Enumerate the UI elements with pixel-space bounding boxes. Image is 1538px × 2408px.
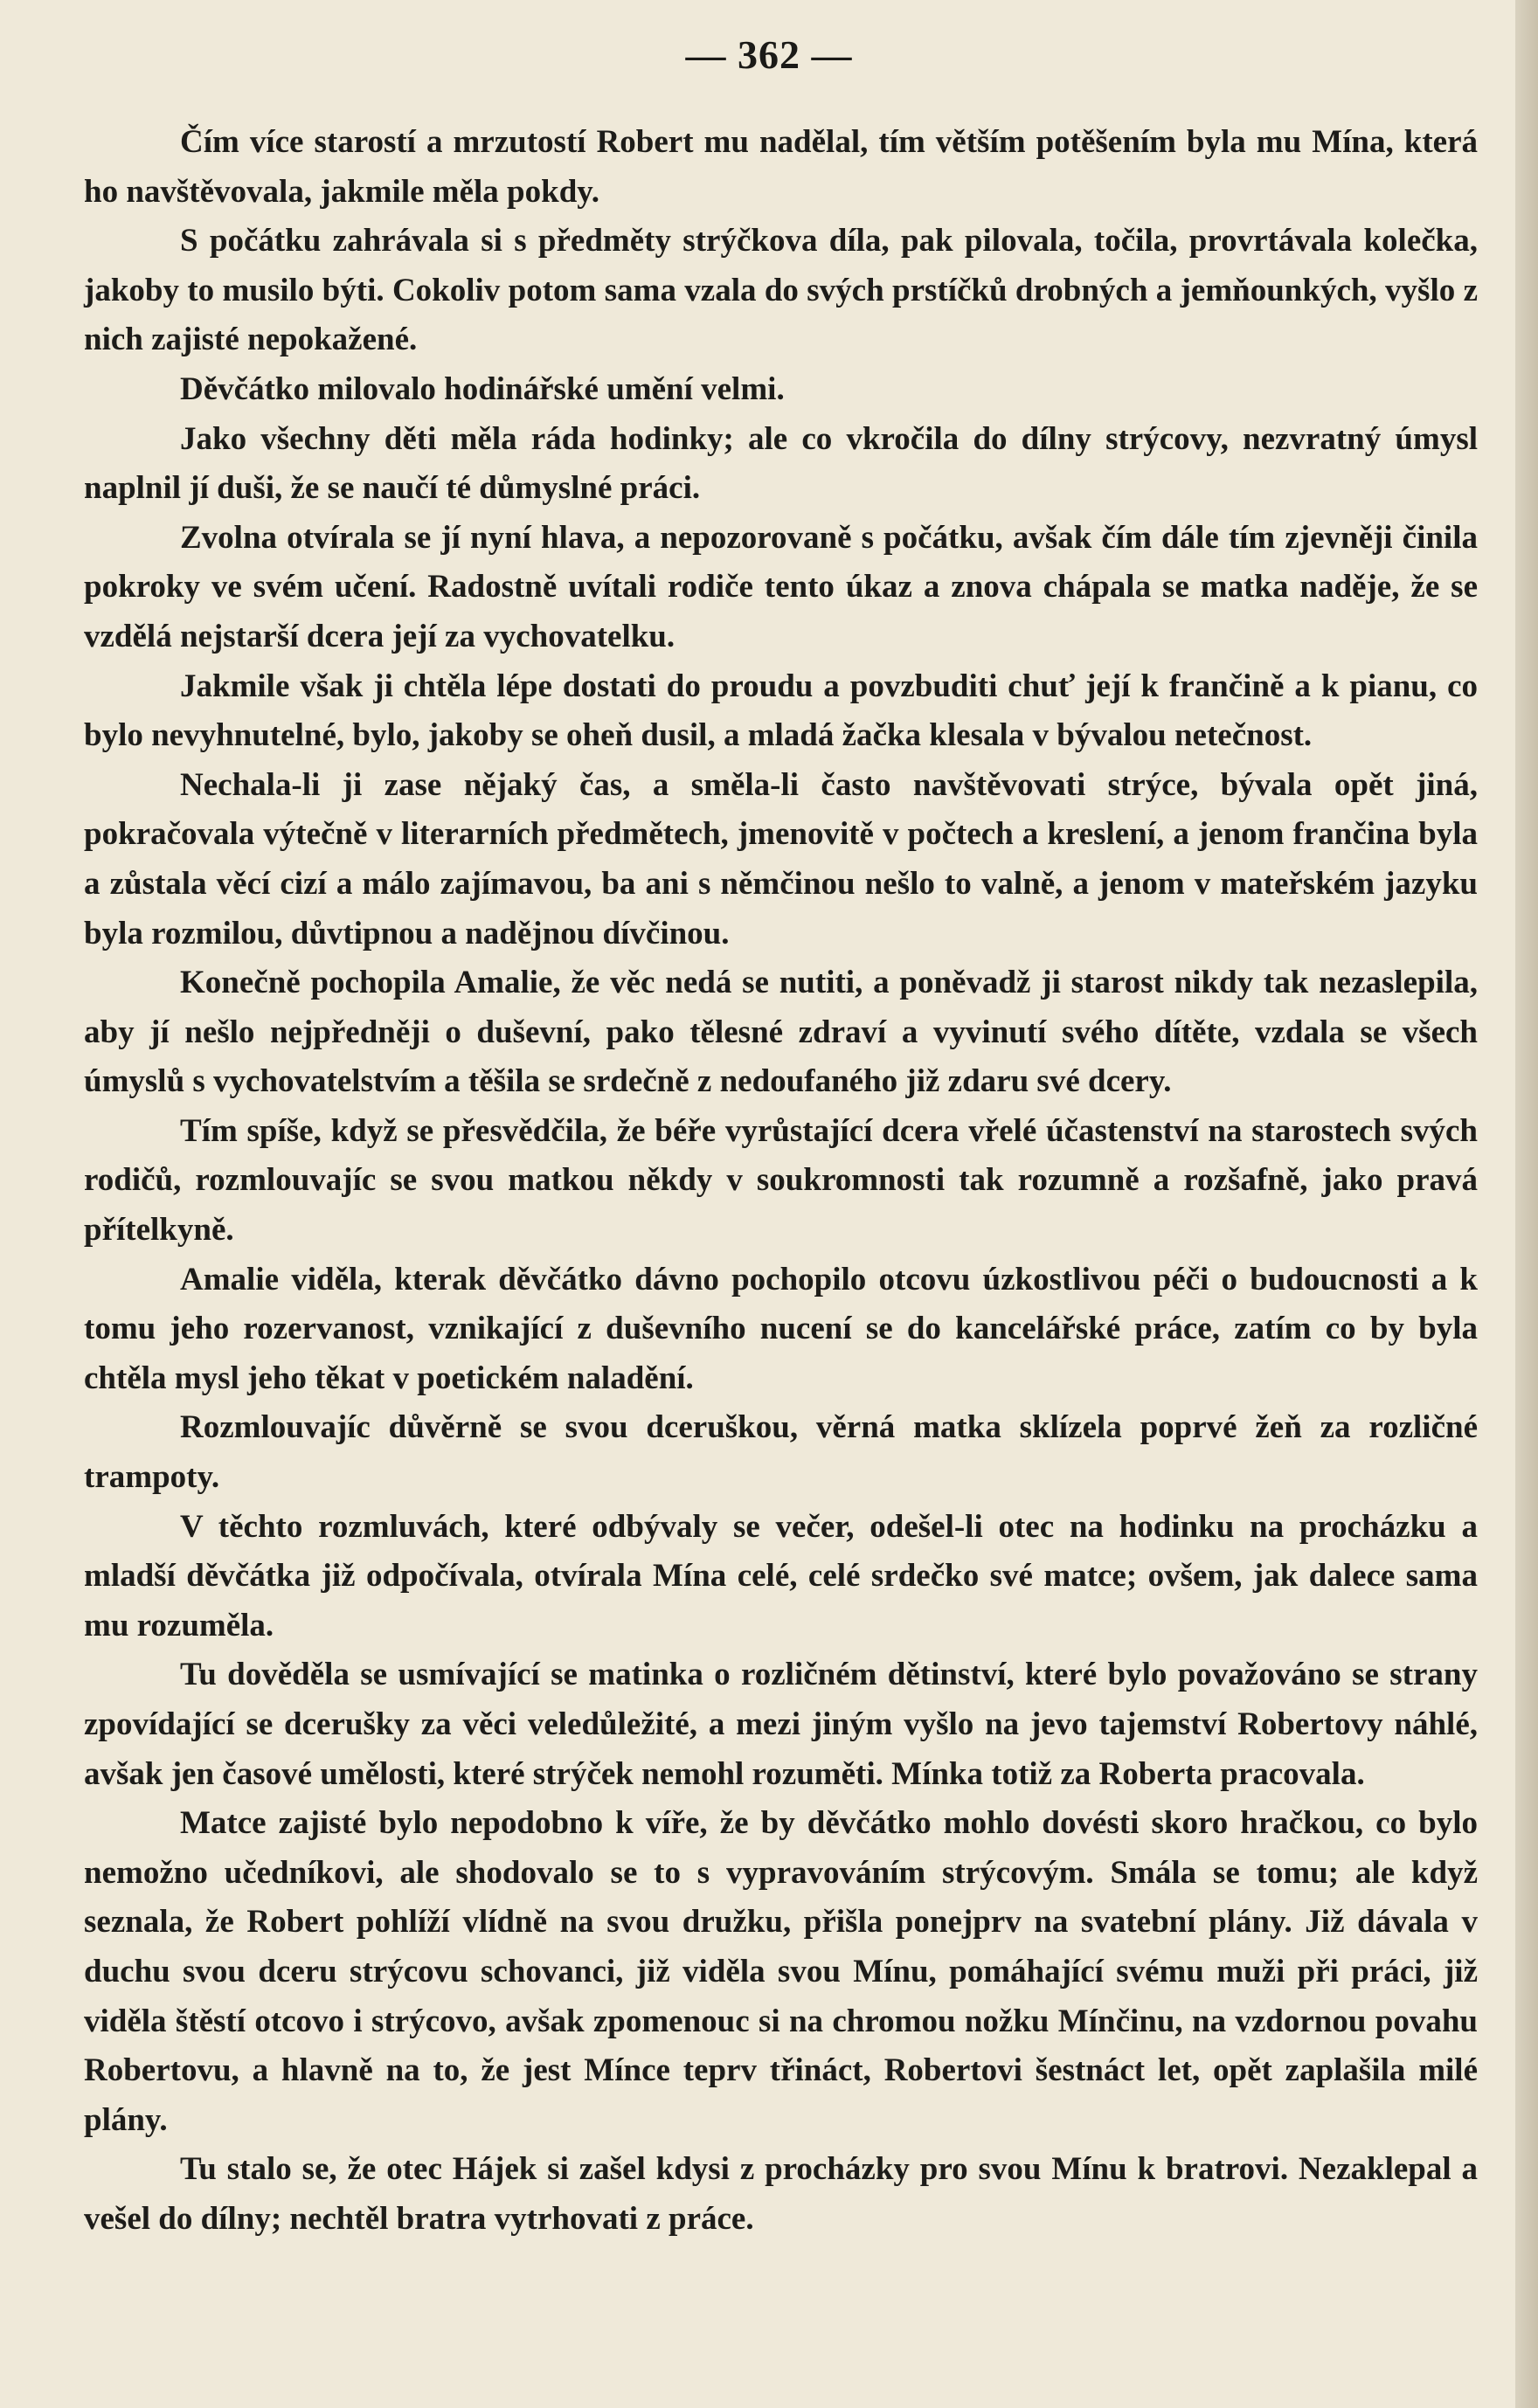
paragraph: Tu dověděla se usmívající se matinka o rozličném dětinství, které bylo považováno se strany zpovídající se dcerušky za věci veledůležité, a mezi jiným vyšlo na jevo tajemství Robertovy náhlé, avšak jen časové umělosti, které strýček nemohl rozuměti. Mínka totiž za Roberta pracovala. — [84, 1657, 1478, 1792]
paragraph: Jako všechny děti měla ráda hodinky; ale co vkročila do dílny strýcovy, nezvratný úmysl naplnil jí duši, že se naučí té důmyslné práci. — [84, 420, 1478, 507]
paragraph: S počátku zahrávala si s předměty strýčkova díla, pak pilovala, točila, provrtávala kolečka, jakoby to musilo býti. Cokoliv potom sama vzala do svých prstíčků drobných a jemňounkých, vyšlo z nich zajisté nepokažené. — [84, 223, 1478, 358]
paragraph: Děvčátko milovalo hodinářské umění velmi. — [180, 370, 785, 407]
paragraph: Tím spíše, když se přesvědčila, že béře vyrůstající dcera vřelé účastenství na starostech svých rodičů, rozmlouvajíc se svou matkou někdy v soukromnosti tak rozumně a rozšafně, jako pravá přítelkyně. — [84, 1112, 1478, 1249]
body-text — [84, 118, 1478, 2245]
paragraph: Nechala-li ji zase nějaký čas, a směla-li často navštěvovati strýce, bývala opět jiná, pokračovala výtečně v literarních předmětech, jmenovitě v počtech a kreslení, a jenom frančina byla a zůstala věcí cizí a málo zajímavou, ba ani s němčinou nešlo to valně, a jenom v mateřském jazyku byla rozmilou, důvtipnou a nadějnou dívčinou. — [84, 766, 1478, 951]
paragraph: Zvolna otvírala se jí nyní hlava, a nepozorovaně s počátku, avšak čím dále tím zjevněji činila pokroky ve svém učení. Radostně uvítali rodiče tento úkaz a znova chápala se matka naděje, že se vzdělá nejstarší dcera její za vychovatelku. — [84, 519, 1478, 654]
paragraph: Matce zajisté bylo nepodobno k víře, že by děvčátko mohlo dovésti skoro hračkou, co bylo nemožno učedníkovi, ale shodovalo se to s vypravováním strýcovým. Smála se tomu; ale když seznala, že Robert pohlíží vlídně na svou družku, přišla ponejprv na svatební plány. Již dávala v duchu svou dceru strýcovu schovanci, již viděla svou Mínu, pomáhající svému muži při práci, již viděla štěstí otcovo i strýcovo, avšak zpomenouc si na chromou nožku Mínčinu, na vzdornou povahu Robertovu, a hlavně na to, že jest Mínce teprv třináct, Robertovi šestnáct let, opět zaplašila milé plány. — [84, 1805, 1478, 2138]
paragraph: Jakmile však ji chtěla lépe dostati do proudu a povzbuditi chuť její k frančině a k pianu, co bylo nevyhnutelné, bylo, jakoby se oheň dusil, a mladá žačka klesala v bývalou netečnost. — [84, 668, 1478, 754]
paragraph: Čím více starostí a mrzutostí Robert mu nadělal, tím větším potěšením byla mu Mína, která ho navštěvovala, jakmile měla pokdy. — [84, 124, 1478, 210]
paragraph: Konečně pochopila Amalie, že věc nedá se nutiti, a poněvadž ji starost nikdy tak nezaslepila, aby jí nešlo nejpředněji o duševní, pako tělesné zdraví a vyvinutí svého dítěte, vzdala se všech úmyslů s vychovatelstvím a těšila se srdečně z nedoufaného již zdaru své dcery. — [84, 965, 1478, 1100]
page-number: — 362 — — [685, 32, 853, 77]
paragraph: V těchto rozmluvách, které odbývaly se večer, odešel-li otec na hodinku na procházku a mladší děvčátka již odpočívala, otvírala Mína celé, celé srdečko své matce; ovšem, jak dalece sama mu rozuměla. — [84, 1508, 1478, 1643]
paragraph: Amalie viděla, kterak děvčátko dávno pochopilo otcovu úzkostlivou péči o budoucnosti a k tomu jeho rozervanost, vznikající z duševního nucení se do kancelářské práce, zatím co by byla chtěla mysl jeho těkat v poetickém naladění. — [84, 1261, 1478, 1396]
page-binding-edge — [1515, 0, 1538, 2408]
paragraph: Rozmlouvajíc důvěrně se svou dceruškou, věrná matka sklízela poprvé žeň za rozličné trampoty. — [84, 1409, 1478, 1496]
paragraph: Tu stalo se, že otec Hájek si zašel kdysi z procházky pro svou Mínu k bratrovi. Nezaklepal a vešel do dílny; nechtěl bratra vytrhovati z práce. — [84, 2151, 1478, 2237]
